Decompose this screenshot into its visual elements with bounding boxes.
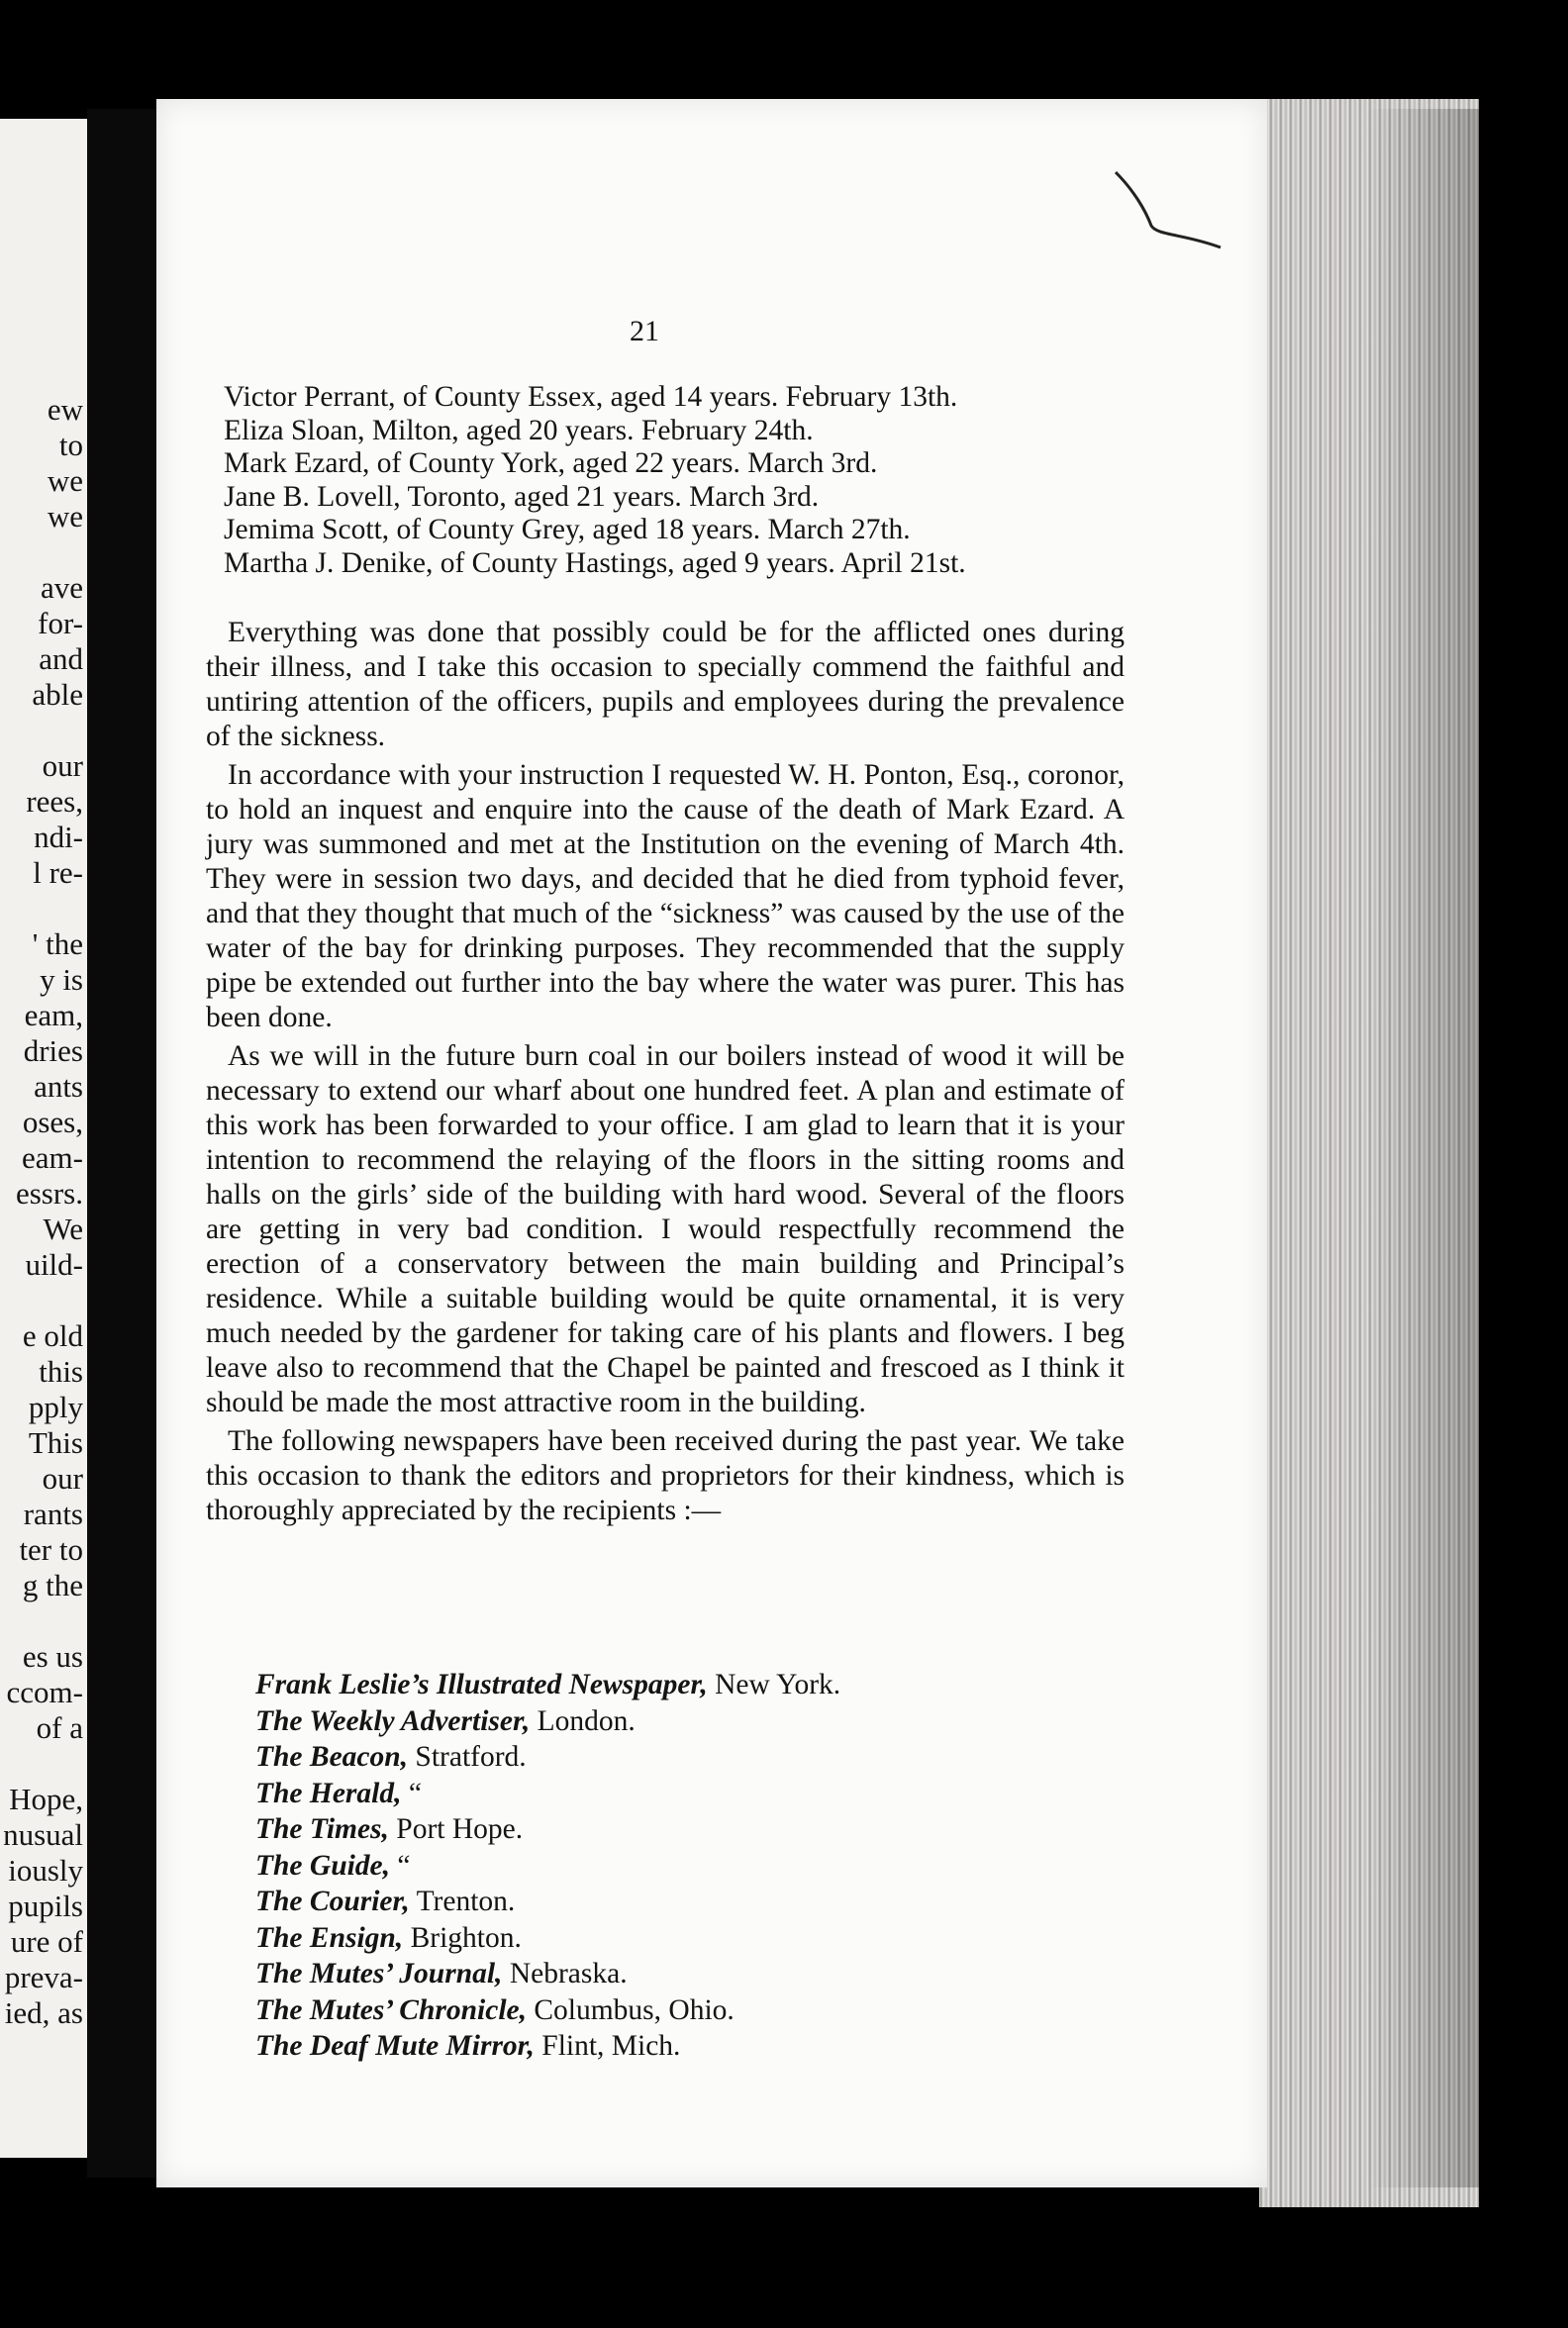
- death-entry: Jemima Scott, of County Grey, aged 18 years. March 27th.: [224, 514, 911, 545]
- margin-fragment: y is: [40, 962, 83, 997]
- pen-mark: [1114, 170, 1232, 259]
- margin-fragment: pply: [28, 1390, 83, 1424]
- margin-fragment: oses,: [22, 1105, 83, 1139]
- page-number: 21: [630, 315, 659, 347]
- newspaper-title: The Mutes’ Chronicle,: [255, 1993, 527, 2026]
- left-facing-page: [0, 119, 87, 2158]
- paragraph: In accordance with your instruction I requested W. H. Ponton, Esq., coronor, to hold an inquest and enquire into the cause of the death of Mark Ezard. A jury was summoned and met at the Institution on the evening of March 4th. They were in session two days, and decided that he died from typhoid fever, and that they thought that much of the “sickness” was caused by the use of the water of the bay for drinking purposes. They recommended that the supply pipe be extended out further into the bay where the water was purer. This has been done.: [206, 759, 1125, 1033]
- newspaper-title: The Beacon,: [255, 1741, 409, 1773]
- newspaper-place: New York.: [707, 1669, 841, 1700]
- newspaper-place: Columbus, Ohio.: [526, 1993, 735, 2026]
- newspaper-title: The Times,: [255, 1813, 389, 1845]
- newspaper-place: “: [390, 1849, 411, 1882]
- margin-fragment: for-: [38, 606, 83, 640]
- margin-fragment: e old: [22, 1318, 83, 1353]
- newspaper-place: Trenton.: [409, 1886, 516, 1917]
- margin-fragment: ants: [34, 1069, 83, 1104]
- margin-fragment: ave: [40, 570, 83, 605]
- margin-fragment: dries: [23, 1033, 83, 1068]
- newspaper-title: The Ensign,: [255, 1921, 404, 1954]
- newspaper-entry: [255, 1884, 1047, 1920]
- death-entry: Martha J. Denike, of County Hastings, aged 9 years. April 21st.: [224, 546, 966, 579]
- margin-fragment: Hope,: [9, 1782, 83, 1816]
- death-list: [224, 381, 1134, 580]
- newspaper-title: The Weekly Advertiser,: [255, 1704, 531, 1737]
- death-entry: Victor Perrant, of County Essex, aged 14 years. February 13th.: [224, 381, 958, 413]
- newspaper-entry: [255, 1811, 1047, 1848]
- margin-fragment: our: [42, 1461, 83, 1496]
- margin-gap: [0, 713, 83, 748]
- newspaper-entry: [255, 1992, 1047, 2029]
- margin-fragment: ccom-: [6, 1675, 83, 1709]
- newspaper-entry: [255, 1739, 1047, 1776]
- margin-fragment: es us: [22, 1639, 83, 1674]
- margin-fragment: ter to: [19, 1532, 83, 1567]
- margin-fragment: nusual: [3, 1817, 83, 1852]
- newspaper-place: “: [401, 1777, 422, 1809]
- newspaper-entry: [255, 1848, 1047, 1885]
- margin-fragment: ndi-: [34, 820, 83, 854]
- left-margin-text: [0, 392, 83, 2031]
- margin-fragment: ' the: [32, 926, 83, 961]
- margin-fragment: uild-: [25, 1247, 83, 1282]
- newspaper-entry: [255, 1703, 1047, 1740]
- margin-fragment: ew: [47, 392, 83, 427]
- margin-fragment: eam,: [24, 998, 83, 1032]
- margin-fragment: l re-: [33, 855, 83, 890]
- margin-fragment: and: [39, 641, 83, 676]
- newspaper-place: Stratford.: [408, 1741, 527, 1773]
- newspaper-title: The Deaf Mute Mirror,: [255, 2030, 535, 2062]
- margin-fragment: able: [32, 677, 83, 712]
- margin-fragment: iously: [8, 1853, 83, 1888]
- margin-fragment: g the: [22, 1568, 83, 1602]
- body-text: [206, 616, 1125, 1532]
- page-edges-shadow: [1366, 109, 1479, 2187]
- paragraph: As we will in the future burn coal in our boilers instead of wood it will be necessary to extend our wharf about one hundred feet. A plan and estimate of this work has been forwarded to your office. I am glad to learn that it is your intention to recommend the relaying of the floors in the sitting rooms and halls on the girls’ side of the building with hard wood. Several of the floors are getting in very bad condition. I would respectfully recommend the erection of a conservatory between the main building and Principal’s residence. While a suitable building would be quite ornamental, it is very much needed by the gardener for taking care of his plants and flowers. I beg leave also to recommend that the Chapel be painted and frescoed as I think it should be made the most attractive room in the building.: [206, 1040, 1125, 1418]
- margin-fragment: of a: [36, 1710, 83, 1745]
- margin-fragment: essrs.: [15, 1176, 83, 1211]
- newspaper-entry: [255, 1956, 1047, 1992]
- margin-fragment: ied, as: [4, 1995, 83, 2030]
- margin-fragment: This: [28, 1425, 83, 1460]
- newspaper-place: Nebraska.: [502, 1958, 628, 1989]
- margin-fragment: ure of: [10, 1924, 83, 1959]
- margin-fragment: to: [58, 428, 83, 462]
- death-entry: Mark Ezard, of County York, aged 22 years. March 3rd.: [224, 447, 878, 479]
- newspaper-title: Frank Leslie’s Illustrated Newspaper,: [255, 1669, 708, 1700]
- newspaper-place: London.: [530, 1704, 636, 1737]
- newspaper-place: Brighton.: [403, 1921, 522, 1954]
- margin-fragment: preva-: [4, 1960, 83, 1994]
- margin-fragment: this: [39, 1354, 83, 1389]
- margin-fragment: our: [42, 748, 83, 783]
- margin-fragment: eam-: [22, 1140, 83, 1175]
- margin-gap: [0, 534, 83, 570]
- margin-fragment: pupils: [8, 1889, 83, 1923]
- margin-fragment: we: [47, 499, 83, 534]
- newspaper-title: The Herald,: [255, 1777, 402, 1809]
- margin-gap: [0, 1603, 83, 1639]
- margin-fragment: rants: [23, 1497, 83, 1531]
- newspaper-entry: [255, 2028, 1047, 2065]
- paragraph: The following newspapers have been received during the past year. We take this occasion to thank the editors and proprietors for their kindness, which is thoroughly appreciated by the recipients :—: [206, 1425, 1125, 1526]
- margin-fragment: We: [43, 1212, 83, 1246]
- margin-gap: [0, 891, 83, 926]
- newspaper-entry: [255, 1667, 1047, 1703]
- newspaper-title: The Courier,: [255, 1886, 410, 1917]
- newspaper-list: [255, 1667, 1047, 2065]
- death-entry: Eliza Sloan, Milton, aged 20 years. February 24th.: [224, 414, 814, 446]
- book-gutter: [87, 109, 158, 2178]
- newspaper-place: Port Hope.: [388, 1813, 524, 1845]
- margin-fragment: we: [47, 463, 83, 498]
- newspaper-place: Flint, Mich.: [534, 2030, 681, 2062]
- margin-gap: [0, 1283, 83, 1318]
- newspaper-title: The Guide,: [255, 1849, 391, 1882]
- newspaper-entry: [255, 1920, 1047, 1957]
- margin-gap: [0, 1746, 83, 1782]
- margin-fragment: rees,: [26, 784, 83, 819]
- paragraph: Everything was done that possibly could be for the afflicted ones during their illness, and I take this occasion to specially commend the faithful and untiring attention of the officers, pupils and employees during the prevalence of the sickness.: [206, 617, 1125, 752]
- death-entry: Jane B. Lovell, Toronto, aged 21 years. March 3rd.: [224, 480, 820, 513]
- newspaper-entry: [255, 1776, 1047, 1812]
- newspaper-title: The Mutes’ Journal,: [255, 1958, 503, 1989]
